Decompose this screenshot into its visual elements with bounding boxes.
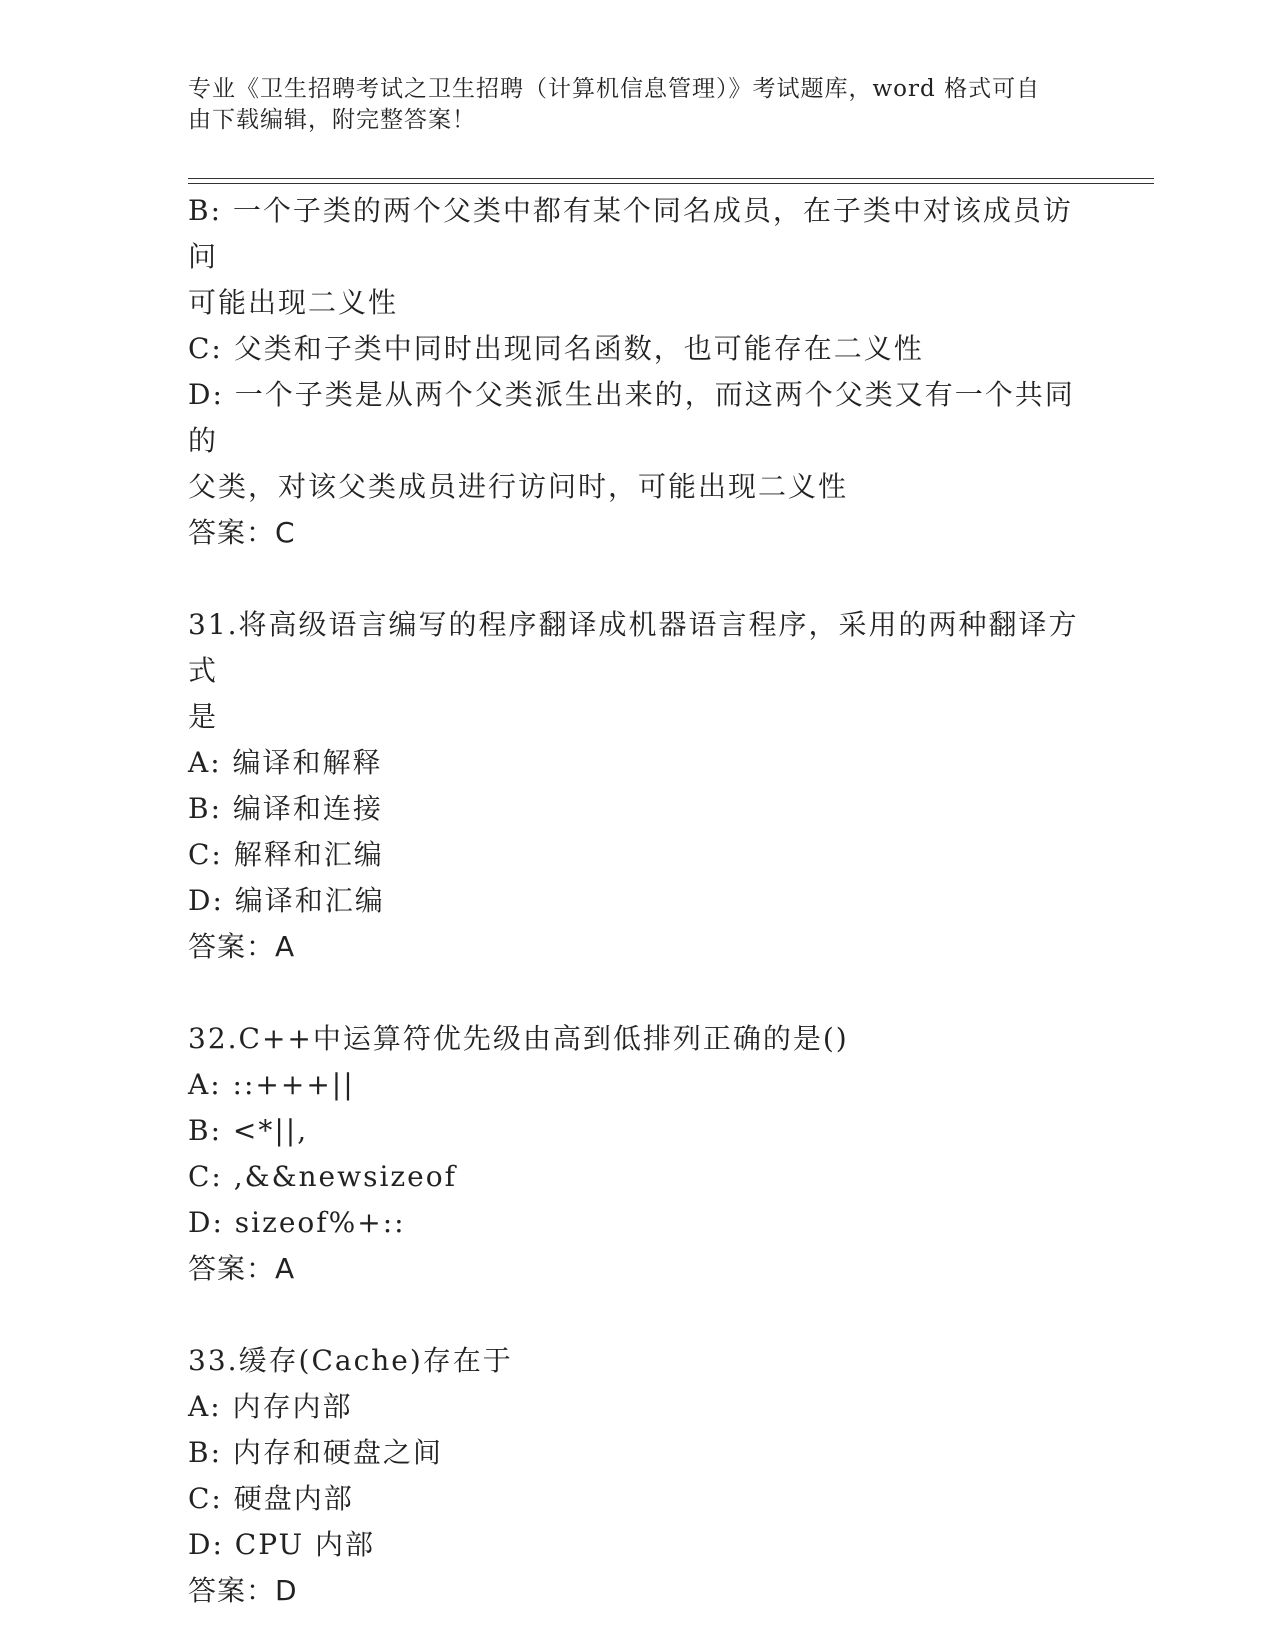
question-stem: 32.C++中运算符优先级由高到低排列正确的是() bbox=[188, 1022, 849, 1055]
question-31-block bbox=[188, 602, 1088, 970]
option-a: A: 内存内部 bbox=[188, 1390, 353, 1423]
answer: 答案：D bbox=[188, 1574, 298, 1607]
option-a: A: ::+++|| bbox=[188, 1068, 355, 1101]
option-d: D: 编译和汇编 bbox=[188, 884, 385, 917]
option-c: C: ,&&newsizeof bbox=[188, 1160, 457, 1193]
option-b: B: 一个子类的两个父类中都有某个同名成员，在子类中对该成员访问 bbox=[188, 194, 1073, 273]
option-c: C: 父类和子类中同时出现同名函数，也可能存在二义性 bbox=[188, 332, 924, 365]
option-d: D: 一个子类是从两个父类派生出来的，而这两个父类又有一个共同的 bbox=[188, 378, 1075, 457]
question-32-block bbox=[188, 1016, 1088, 1292]
spacer bbox=[188, 556, 1088, 602]
question-33-block bbox=[188, 1338, 1088, 1614]
header-line-1: 专业《卫生招聘考试之卫生招聘（计算机信息管理）》考试题库，word 格式可自 bbox=[188, 76, 1041, 102]
spacer bbox=[188, 970, 1088, 1016]
answer: 答案：A bbox=[188, 1252, 296, 1285]
question-stem-cont: 是 bbox=[188, 700, 219, 733]
option-a: A: 编译和解释 bbox=[188, 746, 383, 779]
answer: 答案：C bbox=[188, 516, 296, 549]
option-d: D: CPU 内部 bbox=[188, 1528, 376, 1561]
option-b: B: 内存和硬盘之间 bbox=[188, 1436, 443, 1469]
question-stem: 31.将高级语言编写的程序翻译成机器语言程序，采用的两种翻译方式 bbox=[188, 608, 1079, 687]
question-content bbox=[188, 188, 1088, 1614]
prev-question-block bbox=[188, 188, 1088, 556]
option-b: B: <*||, bbox=[188, 1114, 309, 1147]
option-d-cont: 父类，对该父类成员进行访问时，可能出现二义性 bbox=[188, 470, 849, 503]
option-d: D: sizeof%+:: bbox=[188, 1206, 406, 1239]
option-c: C: 解释和汇编 bbox=[188, 838, 384, 871]
header-line-2: 由下载编辑，附完整答案！ bbox=[188, 107, 476, 133]
header-rule-bottom bbox=[188, 183, 1154, 184]
spacer bbox=[188, 1292, 1088, 1338]
answer: 答案：A bbox=[188, 930, 296, 963]
header-rule-top bbox=[188, 178, 1154, 179]
document-header bbox=[188, 74, 1068, 136]
option-b: B: 编译和连接 bbox=[188, 792, 383, 825]
option-c: C: 硬盘内部 bbox=[188, 1482, 354, 1515]
question-stem: 33.缓存(Cache)存在于 bbox=[188, 1344, 513, 1377]
option-b-cont: 可能出现二义性 bbox=[188, 286, 399, 319]
